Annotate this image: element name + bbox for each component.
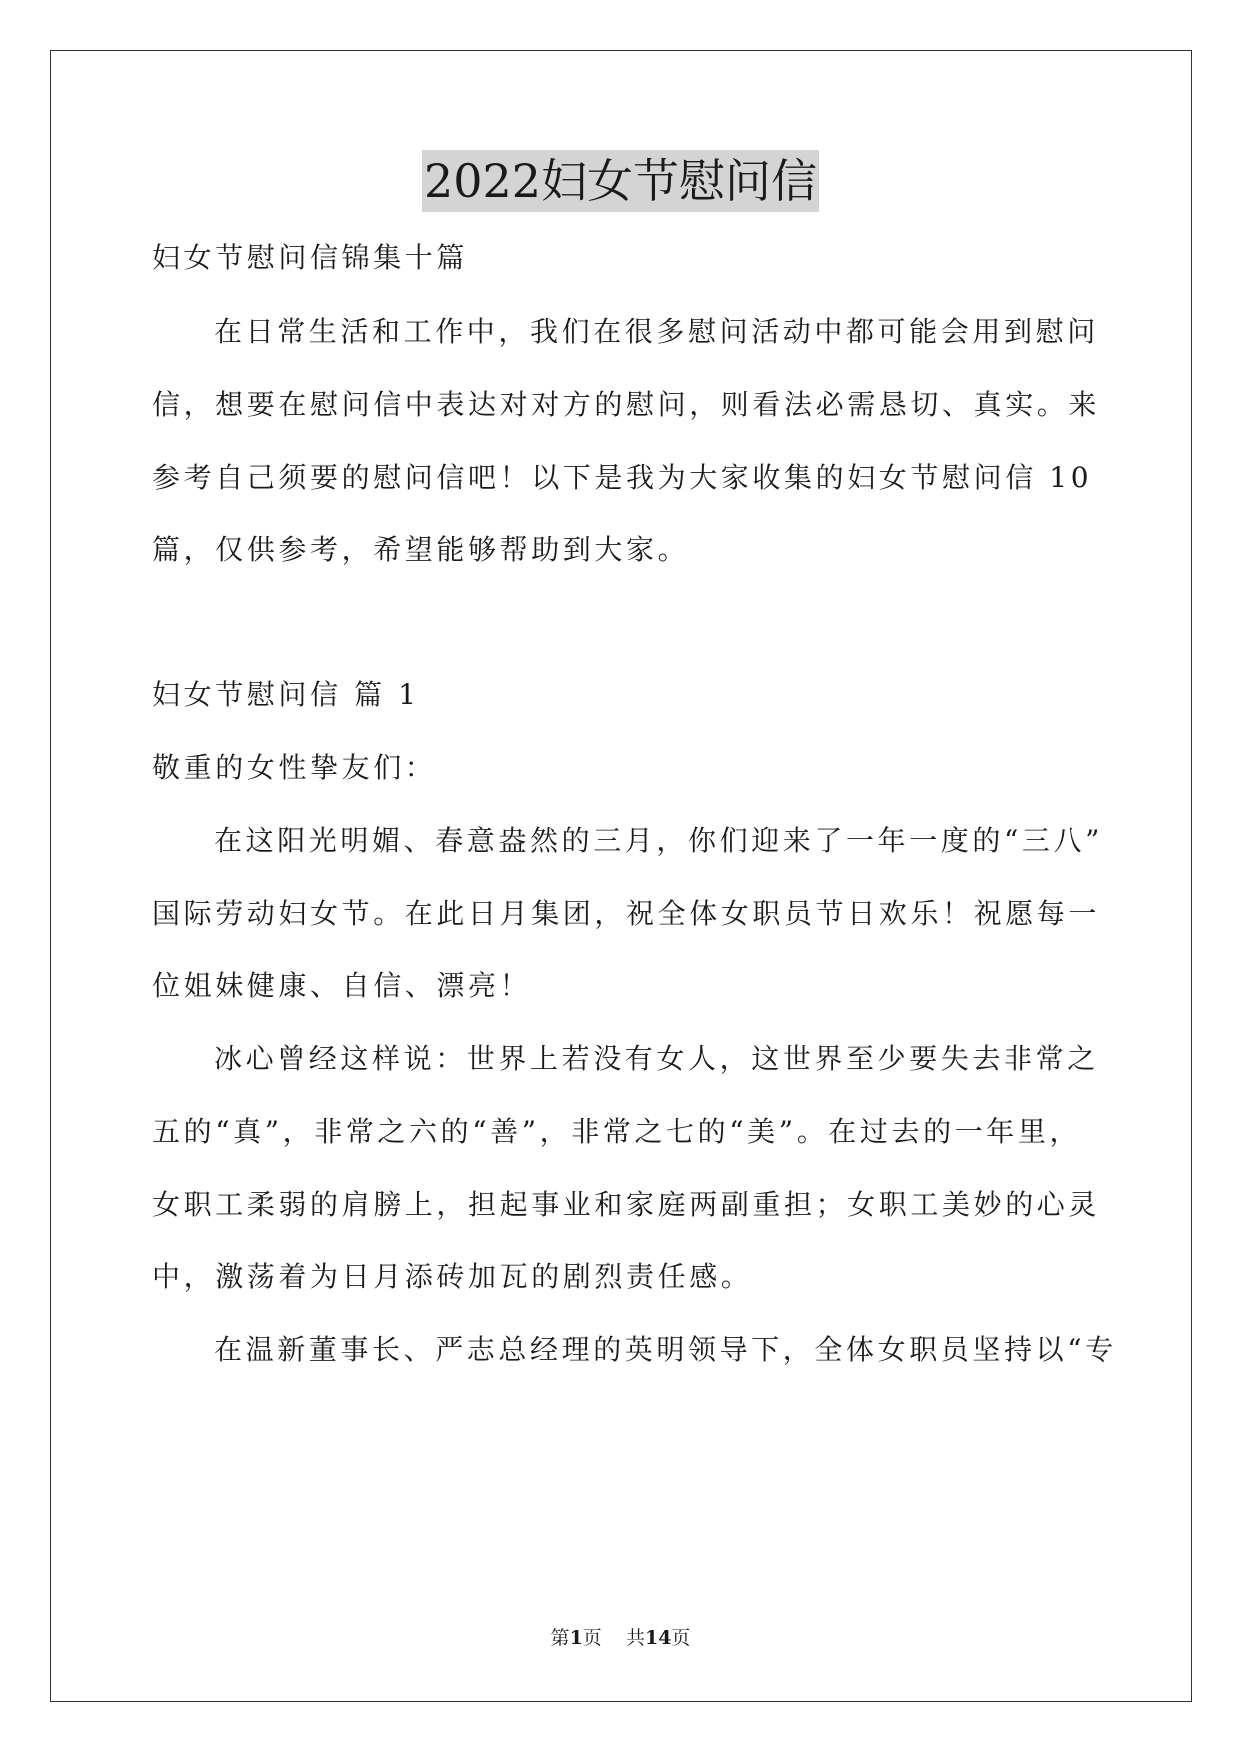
intro-line-3: 参考自己须要的慰问信吧！以下是我为大家收集的妇女节慰问信 10 [152, 461, 1093, 494]
salutation: 敬重的女性挚友们： [152, 751, 437, 784]
title-container [0, 150, 1241, 212]
section-heading: 妇女节慰问信 篇 1 [152, 678, 420, 711]
intro-line-1: 在日常生活和工作中，我们在很多慰问活动中都可能会用到慰问 [214, 315, 1099, 348]
intro-line-2: 信，想要在慰问信中表达对对方的慰问，则看法必需恳切、真实。来 [152, 388, 1101, 421]
footer-page-number: 1 [569, 1627, 583, 1649]
footer-total-pages: 14 [644, 1627, 672, 1649]
para2-line-3: 女职工柔弱的肩膀上，担起事业和家庭两副重担；女职工美妙的心灵 [152, 1188, 1101, 1221]
para2-line-1: 冰心曾经这样说：世界上若没有女人，这世界至少要失去非常之 [214, 1042, 1099, 1075]
para1-line-3: 位姐妹健康、自信、漂亮！ [152, 969, 532, 1002]
document-title: 2022妇女节慰问信 [422, 150, 819, 212]
footer-prefix: 第 [550, 1627, 570, 1649]
para2-line-4: 中，激荡着为日月添砖加瓦的剧烈责任感。 [152, 1260, 753, 1293]
footer-suffix: 页 [671, 1627, 691, 1649]
intro-line-4: 篇，仅供参考，希望能够帮助到大家。 [152, 533, 690, 566]
page-border [50, 50, 1192, 1702]
footer-mid: 页 共 [582, 1627, 645, 1649]
para1-line-1: 在这阳光明媚、春意盎然的三月，你们迎来了一年一度的“三八” [214, 824, 1104, 857]
page-footer [0, 1625, 1241, 1651]
document-subtitle: 妇女节慰问信锦集十篇 [152, 241, 469, 274]
para3-line-1: 在温新董事长、严志总经理的英明领导下，全体女职员坚持以“专 [214, 1333, 1117, 1366]
para1-line-2: 国际劳动妇女节。在此日月集团，祝全体女职员节日欢乐！祝愿每一 [152, 897, 1101, 930]
para2-line-2: 五的“真”，非常之六的“善”，非常之七的“美”。在过去的一年里， [152, 1115, 1082, 1148]
